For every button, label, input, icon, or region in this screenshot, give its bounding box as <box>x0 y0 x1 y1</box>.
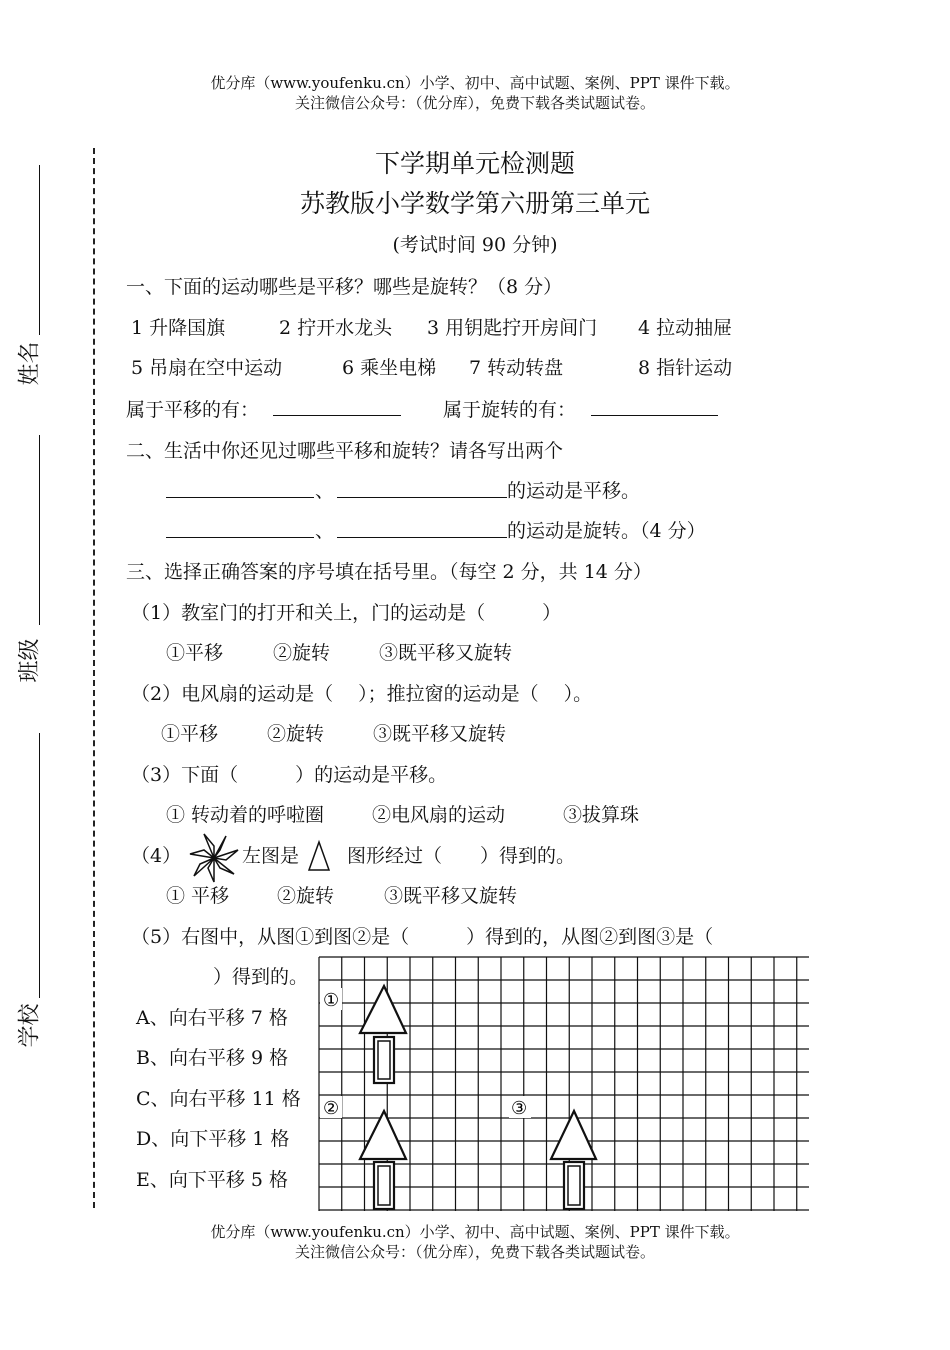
q1-item-8: 8 指针运动 <box>638 357 733 379</box>
translation-grid <box>318 956 810 1212</box>
q3-p2-opt-3: ③既平移又旋转 <box>373 723 507 745</box>
page-subtitle: 苏教版小学数学第六册第三单元 <box>299 189 650 218</box>
pinwheel-figure <box>190 832 240 884</box>
q2-line2-tail: 的运动是旋转。（4 分） <box>507 520 706 542</box>
q2-sep-2: 、 <box>315 520 335 542</box>
q2-heading: 二、生活中你还见过哪些平移和旋转？请各写出两个 <box>126 440 564 462</box>
grid-label-2: ② <box>323 1098 340 1119</box>
q3-p4-opt-2: ②旋转 <box>277 885 335 907</box>
q1-item-7: 7 转动转盘 <box>469 357 564 379</box>
q3-p2-opt-1: ①平移 <box>161 723 219 745</box>
q2-translation-blank-2[interactable] <box>337 477 507 498</box>
arrow-stem-3 <box>564 1162 584 1209</box>
arrow-figure-1 <box>360 986 406 1033</box>
q3-p5-opt-e: E、向下平移 5 格 <box>136 1169 289 1191</box>
name-label: 姓名 <box>17 341 43 386</box>
q3-p1-opt-1: ①平移 <box>166 642 224 664</box>
class-label: 班级 <box>17 638 43 683</box>
q1-item-2: 2 拧开水龙头 <box>279 317 393 339</box>
q1-rotation-blank[interactable] <box>591 395 718 416</box>
q2-rotation-blank-1[interactable] <box>166 517 314 538</box>
q2-rotation-blank-2[interactable] <box>337 517 507 538</box>
header-line-1: 优分库（www.youfenku.cn）小学、初中、高中试题、案例、PPT 课件下载。 <box>210 74 740 92</box>
class-line <box>39 435 40 625</box>
q3-p1-opt-2: ②旋转 <box>273 642 331 664</box>
cut-line <box>93 148 95 1208</box>
q3-heading: 三、选择正确答案的序号填在括号里。（每空 2 分，共 14 分） <box>126 561 652 583</box>
q1-translation-label: 属于平移的有： <box>126 399 260 421</box>
q3-p4-text-b: 图形经过（ ）得到的。 <box>347 845 576 867</box>
q1-translation-blank[interactable] <box>273 395 401 416</box>
q3-p1: （1）教室门的打开和关上，门的运动是（ ） <box>131 602 562 624</box>
q3-p4-opt-1: ① 平移 <box>166 885 230 907</box>
grid-label-1: ① <box>323 990 340 1011</box>
q1-rotation-label: 属于旋转的有： <box>443 399 577 421</box>
arrow-stem-1 <box>374 1037 394 1083</box>
q1-item-1: 1 升降国旗 <box>131 317 226 339</box>
q3-p3-opt-3: ③拔算珠 <box>563 804 640 826</box>
q3-p5-opt-a: A、向右平移 7 格 <box>136 1007 288 1029</box>
q3-p5-opt-c: C、向右平移 11 格 <box>136 1088 301 1110</box>
q1-item-5: 5 吊扇在空中运动 <box>131 357 283 379</box>
q2-translation-blank-1[interactable] <box>166 477 314 498</box>
triangle-figure <box>308 841 330 871</box>
q3-p2: （2）电风扇的运动是（ ）；推拉窗的运动是（ ）。 <box>131 683 593 705</box>
q3-p1-opt-3: ③既平移又旋转 <box>379 642 513 664</box>
header-line-2: 关注微信公众号：（优分库），免费下载各类试题试卷。 <box>294 94 655 112</box>
q3-p3-opt-2: ②电风扇的运动 <box>372 804 506 826</box>
school-line <box>39 733 40 998</box>
grid-label-3: ③ <box>511 1098 528 1119</box>
q1-heading: 一、下面的运动哪些是平移？哪些是旋转？（8 分） <box>126 276 563 298</box>
q2-line1-tail: 的运动是平移。 <box>507 480 641 502</box>
arrow-stem-2 <box>374 1162 394 1209</box>
q1-item-3: 3 用钥匙拧开房间门 <box>427 317 598 339</box>
q3-p5-opt-b: B、向右平移 9 格 <box>136 1047 289 1069</box>
q3-p5: （5）右图中，从图①到图②是（ ）得到的，从图②到图③是（ <box>131 926 714 948</box>
page-title: 下学期单元检测题 <box>374 149 575 178</box>
q1-item-6: 6 乘坐电梯 <box>342 357 437 379</box>
q3-p4-opt-3: ③既平移又旋转 <box>384 885 518 907</box>
q3-p5-cont: ）得到的。 <box>213 966 309 988</box>
footer-line-2: 关注微信公众号：（优分库），免费下载各类试题试卷。 <box>294 1243 655 1261</box>
footer-line-1: 优分库（www.youfenku.cn）小学、初中、高中试题、案例、PPT 课件下载。 <box>210 1223 740 1241</box>
school-label: 学校 <box>17 1003 43 1048</box>
q3-p2-opt-2: ②旋转 <box>267 723 325 745</box>
q3-p5-opt-d: D、向下平移 1 格 <box>136 1128 290 1150</box>
q3-p4-text-a: 左图是 <box>242 845 300 867</box>
q3-p3-opt-1: ① 转动着的呼啦圈 <box>166 804 325 826</box>
exam-time: (考试时间 90 分钟) <box>392 234 558 256</box>
q3-p3: （3）下面（ ）的运动是平移。 <box>131 764 448 786</box>
q1-item-4: 4 拉动抽屉 <box>638 317 733 339</box>
q2-sep-1: 、 <box>315 480 335 502</box>
q3-p4-number: （4） <box>131 845 182 867</box>
